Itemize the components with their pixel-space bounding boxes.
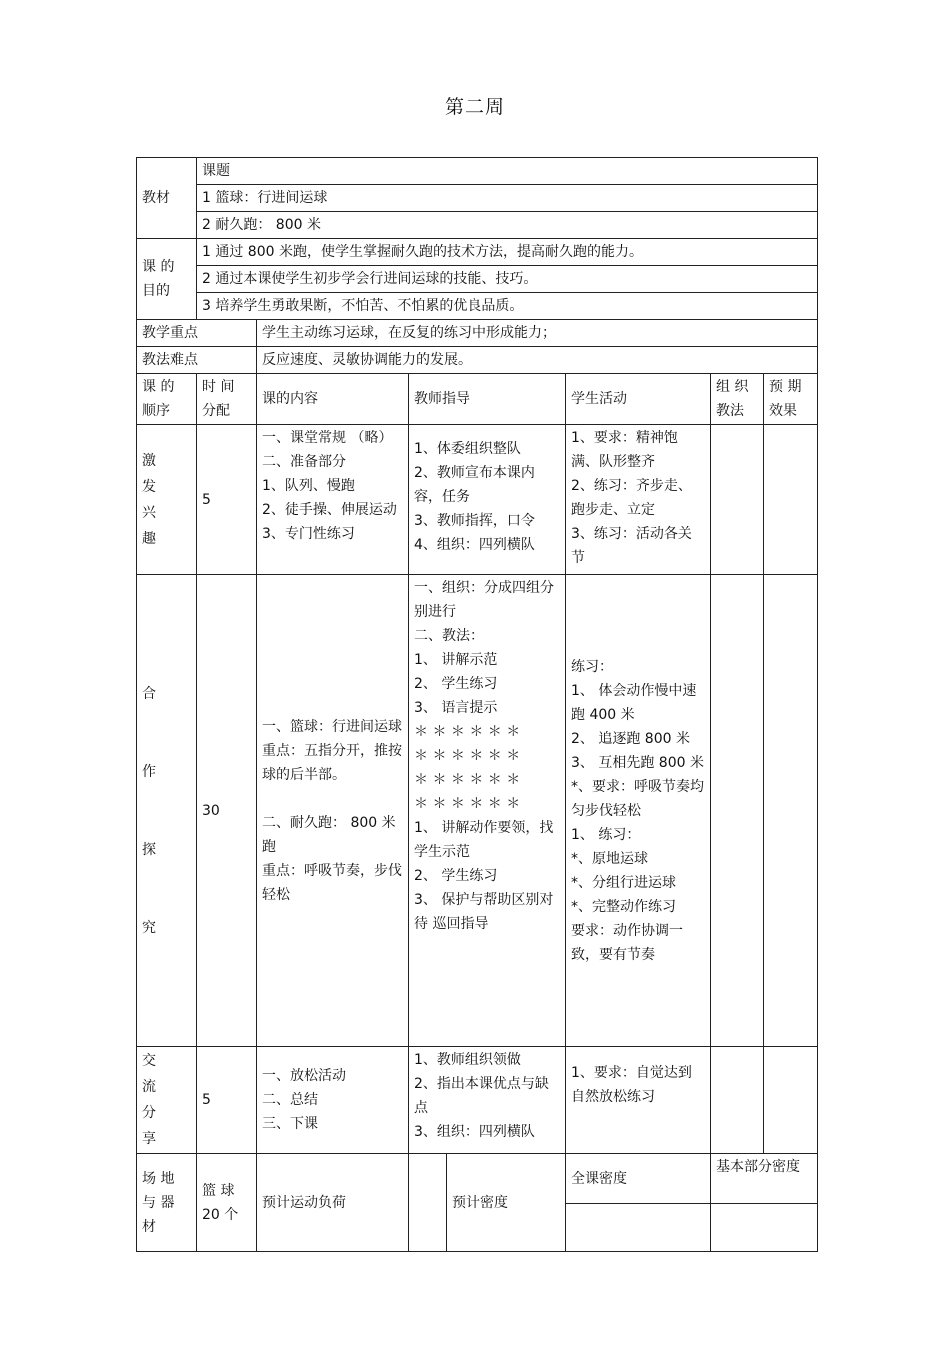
section-stage: 交 流 分 享 <box>137 1047 197 1154</box>
difficulty-text: 反应速度、灵敏协调能力的发展。 <box>257 347 818 374</box>
section-content: 一、篮球：行进间运球 重点：五指分开，推按球的后半部。 二、耐久跑： 800 米跑 重点：呼吸节奏，步伐轻松 <box>257 575 409 1047</box>
section-stage: 激 发 兴 趣 <box>137 425 197 575</box>
section-effect <box>764 575 818 1047</box>
materials-label: 教材 <box>137 158 197 239</box>
section-method <box>711 575 764 1047</box>
section-student: 1、要求：自觉达到自然放松练习 <box>566 1047 711 1154</box>
key-point-text: 学生主动练习运球，在反复的练习中形成能力； <box>257 320 818 347</box>
header-teacher: 教师指导 <box>409 374 566 425</box>
equipment-value: 篮 球 20 个 <box>197 1154 257 1252</box>
header-time: 时 间 分配 <box>197 374 257 425</box>
section-method <box>711 425 764 575</box>
load-label: 预计运动负荷 <box>257 1154 409 1252</box>
objective-item: 2 通过本课使学生初步学会行进间运球的技能、技巧。 <box>197 266 818 293</box>
key-point-label: 教学重点 <box>137 320 257 347</box>
section-stage: 合 作 探 究 <box>137 575 197 1047</box>
materials-topic-label: 课题 <box>197 158 818 185</box>
objective-item: 1 通过 800 米跑，使学生掌握耐久跑的技术方法，提高耐久跑的能力。 <box>197 239 818 266</box>
header-effect: 预 期 效果 <box>764 374 818 425</box>
density-label: 预计密度 <box>447 1154 566 1252</box>
section-teacher: 一、组织：分成四组分别进行 二、教法： 1、 讲解示范 2、 学生练习 3、 语言提示 ＊ ＊ ＊ ＊ ＊ ＊ ＊ ＊ ＊ ＊ ＊ ＊ ＊ ＊ ＊ ＊ ＊ ＊ ＊ ＊ ＊ ＊ ＊ ＊ 1、 讲解动作要领，找学生示范 2、 学生练习 3、 保护与帮助区别对待 巡回指导 <box>409 575 566 1047</box>
section-method <box>711 1047 764 1154</box>
objectives-label: 课 的 目的 <box>137 239 197 320</box>
section-time: 5 <box>197 1047 257 1154</box>
page-title: 第二周 <box>444 96 505 118</box>
difficulty-label: 教法难点 <box>137 347 257 374</box>
section-teacher: 1、教师组织领做 2、指出本课优点与缺点 3、组织：四列横队 <box>409 1047 566 1154</box>
section-teacher: 1、体委组织整队 2、教师宣布本课内容，任务 3、教师指挥，口令 4、组织：四列横队 <box>409 425 566 575</box>
header-method: 组 织 教法 <box>711 374 764 425</box>
venue-label: 场 地 与 器 材 <box>137 1154 197 1252</box>
header-student: 学生活动 <box>566 374 711 425</box>
section-time: 5 <box>197 425 257 575</box>
section-student: 练习： 1、 体会动作慢中速跑 400 米 2、 追逐跑 800 米 3、 互相先跑 800 米 *、要求：呼吸节奏均匀步伐轻松 1、 练习： *、原地运球 *、分组行进运球 *、完整动作练习 要求：动作协调一致，要有节奏 <box>566 575 711 1047</box>
section-content: 一、放松活动 二、总结 三、下课 <box>257 1047 409 1154</box>
basic-density-label: 基本部分密度 <box>711 1154 818 1204</box>
full-density-value <box>566 1204 711 1252</box>
load-value <box>409 1154 447 1252</box>
section-effect <box>764 1047 818 1154</box>
objective-item: 3 培养学生勇敢果断，不怕苦、不怕累的优良品质。 <box>197 293 818 320</box>
section-effect <box>764 425 818 575</box>
section-time: 30 <box>197 575 257 1047</box>
header-order: 课 的 顺序 <box>137 374 197 425</box>
lesson-plan-table <box>136 157 818 1252</box>
header-content: 课的内容 <box>257 374 409 425</box>
section-content: 一、课堂常规 （略） 二、准备部分 1、队列、慢跑 2、徒手操、伸展运动 3、专门性练习 <box>257 425 409 575</box>
basic-density-value <box>711 1204 818 1252</box>
materials-item: 2 耐久跑： 800 米 <box>197 212 818 239</box>
full-density-label: 全课密度 <box>566 1154 711 1204</box>
section-student: 1、要求：精神饱满、队形整齐 2、练习：齐步走、跑步走、立定 3、练习：活动各关节 <box>566 425 711 575</box>
materials-item: 1 篮球：行进间运球 <box>197 185 818 212</box>
